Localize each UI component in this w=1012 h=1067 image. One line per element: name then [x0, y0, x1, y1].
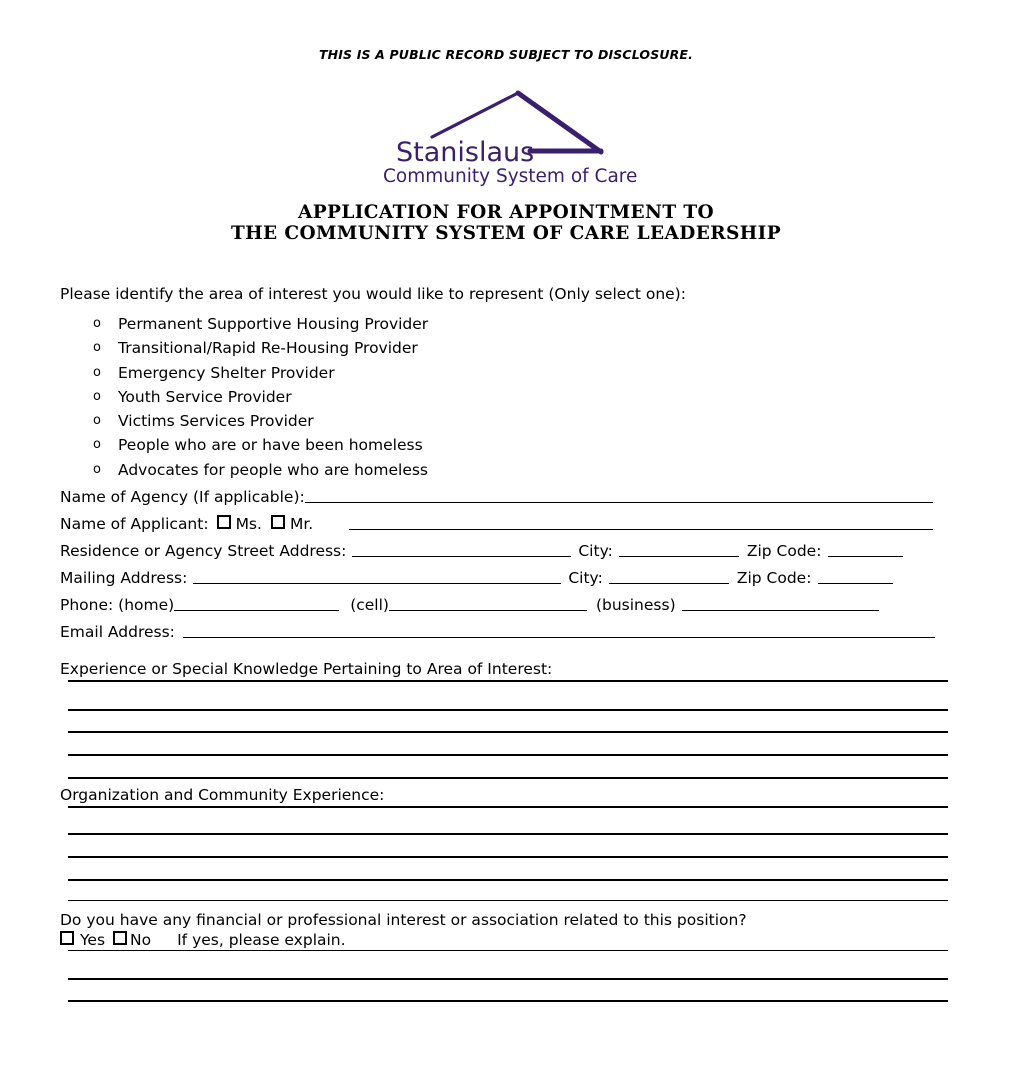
organization-write-line-2[interactable]	[68, 833, 948, 835]
mailing-address-input[interactable]	[193, 568, 561, 584]
residence-city-input[interactable]	[619, 541, 739, 557]
bullet-marker: o	[93, 461, 101, 477]
phone-home-input[interactable]	[174, 595, 339, 611]
list-item-label: Victims Services Provider	[118, 412, 314, 431]
yes-checkbox[interactable]	[60, 931, 74, 945]
agency-name-label: Name of Agency (If applicable):	[60, 488, 305, 506]
experience-write-line-1[interactable]	[68, 680, 948, 682]
list-item[interactable]	[60, 312, 660, 336]
applicant-name-label: Name of Applicant:	[60, 515, 209, 533]
financial-write-line-3[interactable]	[68, 1000, 948, 1002]
bullet-marker: o	[93, 340, 101, 356]
stanislaus-logo	[380, 85, 660, 190]
list-item-label: Emergency Shelter Provider	[118, 363, 335, 382]
list-item-label: Youth Service Provider	[118, 387, 292, 406]
email-input[interactable]	[183, 622, 935, 638]
phone-cell-input[interactable]	[389, 595, 587, 611]
organization-write-line-3[interactable]	[68, 856, 948, 858]
mailing-city-label: City:	[568, 569, 603, 587]
mailing-zip-input[interactable]	[818, 568, 893, 584]
explain-label: If yes, please explain.	[177, 931, 346, 949]
phone-cell-label: (cell)	[350, 596, 389, 614]
phone-business-label: (business)	[595, 596, 676, 614]
residence-address-label: Residence or Agency Street Address:	[60, 542, 347, 560]
residence-zip-label: Zip Code:	[746, 542, 822, 560]
mailing-address-label: Mailing Address:	[60, 569, 188, 587]
page-title-line-2: THE COMMUNITY SYSTEM OF CARE LEADERSHIP	[230, 223, 782, 244]
organization-section-heading: Organization and Community Experience:	[60, 786, 385, 804]
financial-interest-question: Do you have any financial or professional interest or association related to this position?	[60, 911, 747, 929]
experience-write-line-2[interactable]	[68, 709, 948, 711]
agency-name-row	[60, 487, 933, 506]
residence-address-row	[60, 541, 903, 560]
public-record-notice: THIS IS A PUBLIC RECORD SUBJECT TO DISCLOSURE.	[318, 47, 694, 62]
applicant-name-row	[60, 514, 933, 533]
page-title	[0, 202, 1012, 244]
agency-name-input[interactable]	[305, 487, 933, 503]
residence-zip-input[interactable]	[828, 541, 903, 557]
area-of-interest-options	[60, 312, 660, 482]
list-item-label: Advocates for people who are homeless	[118, 460, 429, 479]
experience-write-line-3[interactable]	[68, 731, 948, 733]
mailing-city-input[interactable]	[609, 568, 729, 584]
list-item[interactable]	[60, 433, 660, 457]
no-checkbox[interactable]	[113, 931, 127, 945]
organization-write-line-5[interactable]	[68, 900, 948, 901]
list-item-label: People who are or have been homeless	[118, 436, 423, 455]
list-item[interactable]	[60, 409, 660, 433]
area-of-interest-instruction: Please identify the area of interest you would like to represent (Only select one):	[60, 285, 686, 303]
list-item[interactable]	[60, 336, 660, 360]
ms-label: Ms.	[235, 515, 262, 533]
residence-city-label: City:	[578, 542, 613, 560]
logo-secondary-text: Community System of Care	[383, 166, 638, 187]
email-label: Email Address:	[60, 623, 175, 641]
logo-roof-icon	[380, 85, 660, 190]
bullet-marker: o	[93, 413, 101, 429]
mailing-address-row	[60, 568, 893, 587]
organization-write-line-4[interactable]	[68, 879, 948, 881]
applicant-name-input[interactable]	[349, 514, 933, 530]
financial-write-line-1[interactable]	[68, 950, 948, 951]
bullet-marker: o	[93, 364, 101, 380]
list-item-label: Transitional/Rapid Re-Housing Provider	[118, 339, 418, 358]
list-item[interactable]	[60, 458, 660, 482]
bullet-marker: o	[93, 316, 101, 331]
experience-section-heading: Experience or Special Knowledge Pertaining to Area of Interest:	[60, 660, 553, 678]
email-row	[60, 622, 935, 641]
ms-checkbox[interactable]	[217, 515, 231, 529]
list-item[interactable]	[60, 385, 660, 409]
bullet-marker: o	[93, 388, 101, 404]
residence-address-input[interactable]	[352, 541, 571, 557]
financial-interest-answer-row	[60, 931, 346, 949]
mailing-zip-label: Zip Code:	[736, 569, 812, 587]
phone-home-label: Phone: (home)	[60, 596, 175, 614]
phone-business-input[interactable]	[682, 595, 879, 611]
financial-write-line-2[interactable]	[68, 978, 948, 980]
yes-label: Yes	[80, 931, 106, 949]
experience-write-line-4[interactable]	[68, 754, 948, 756]
experience-write-line-5[interactable]	[68, 777, 948, 779]
no-label: No	[130, 931, 152, 949]
phone-row	[60, 595, 879, 614]
mr-label: Mr.	[289, 515, 314, 533]
list-item-label: Permanent Supportive Housing Provider	[118, 315, 429, 333]
mr-checkbox[interactable]	[271, 515, 285, 529]
organization-write-line-1[interactable]	[68, 806, 948, 808]
list-item[interactable]	[60, 361, 660, 385]
bullet-marker: o	[93, 437, 101, 453]
logo-primary-text: Stanislaus	[396, 137, 535, 168]
page-title-line-1: APPLICATION FOR APPOINTMENT TO	[297, 202, 715, 223]
